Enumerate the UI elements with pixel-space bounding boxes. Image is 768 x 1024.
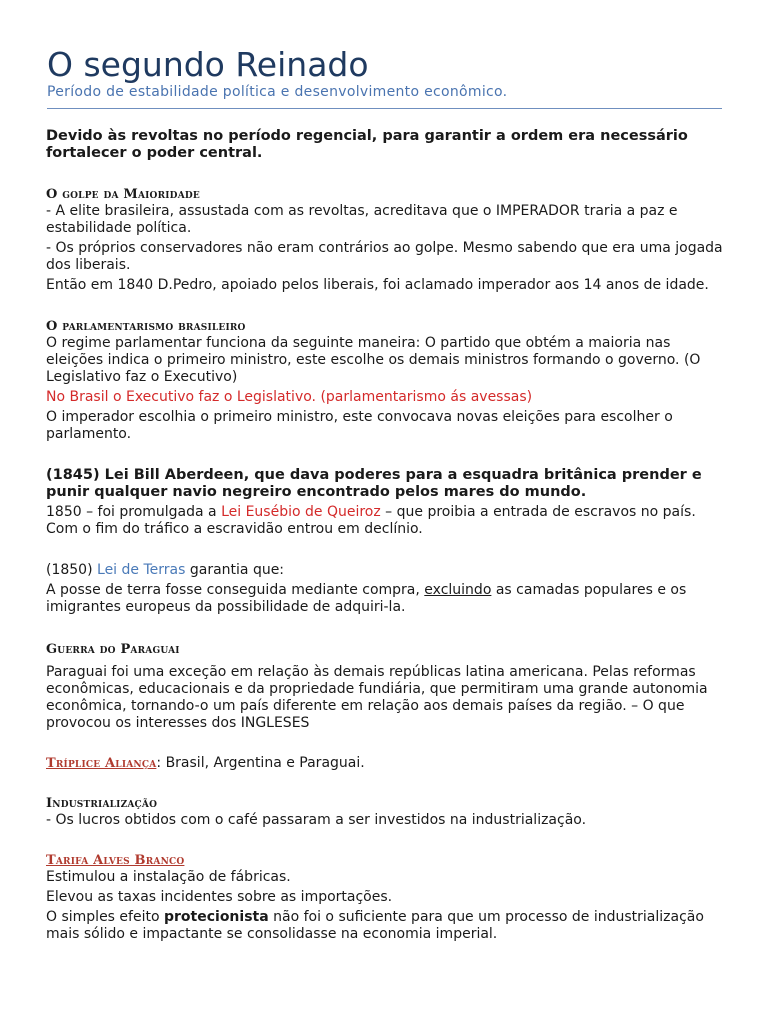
document-body	[46, 128, 726, 946]
tarifa-paragraph-1: Estimulou a instalação de fábricas.	[46, 869, 291, 885]
tarifa-text-post: não foi o suficiente para que um processo de industrialização mais sólido e impactante se consolidasse na economia imperial.	[46, 909, 704, 942]
heading-industrializacao: Industrialização	[46, 796, 158, 811]
intro-paragraph: Devido às revoltas no período regencial, para garantir a ordem era necessário fortalecer o poder central.	[46, 128, 688, 161]
parlamentarismo-paragraph-2: No Brasil o Executivo faz o Legislativo. (parlamentarismo ás avessas)	[46, 389, 533, 405]
triplice-label: Tríplice Aliança	[46, 756, 157, 771]
industrializacao-paragraph: - Os lucros obtidos com o café passaram a ser investidos na industrialização.	[46, 812, 587, 828]
eusebio-text-pre: 1850 – foi promulgada a	[46, 504, 222, 520]
terras-law-name: Lei de Terras	[97, 562, 186, 578]
tarifa-bold-word: protecionista	[163, 909, 269, 925]
tarifa-text-pre: O simples efeito	[46, 909, 164, 925]
parlamentarismo-paragraph-1: O regime parlamentar funciona da seguinte maneira: O partido que obtém a maioria nas eleições indica o primeiro ministro, este escolhe os demais ministros formando o governo. (O Legislativo faz o Executivo)	[46, 335, 701, 385]
eusebio-text-post: – que proibia a entrada de escravos no país. Com o fim do tráfico a escravidão entrou em declínio.	[46, 504, 696, 537]
terras-intro	[46, 562, 726, 579]
terras-year: (1850)	[46, 562, 98, 578]
terras-underlined-word: excluindo	[424, 582, 492, 598]
eusebio-paragraph	[46, 504, 726, 538]
heading-golpe: O golpe da Maioridade	[46, 187, 200, 202]
heading-paraguai: Guerra do Paraguai	[46, 642, 180, 657]
paraguai-paragraph: Paraguai foi uma exceção em relação às demais repúblicas latina americana. Pelas reformas econômicas, educacionais e da propriedade fundiária, que permitiram uma grande autonomia econômica, tornando-o um país diferente em relação aos demais países da região. – O que provocou os interesses dos INGLESES	[46, 664, 708, 731]
golpe-paragraph-3: Então em 1840 D.Pedro, apoiado pelos liberais, foi aclamado imperador aos 14 anos de idade.	[46, 277, 709, 293]
terras-paragraph	[46, 582, 726, 616]
page-title: O segundo Reinado	[47, 45, 369, 84]
parlamentarismo-paragraph-3: O imperador escolhia o primeiro ministro, este convocava novas eleições para escolher o parlamento.	[46, 409, 673, 442]
heading-parlamentarismo: O parlamentarismo brasileiro	[46, 319, 246, 334]
triplice-paragraph	[46, 755, 726, 772]
terras-text-end: as camadas populares e os imigrantes europeus da possibilidade de adquiri-la.	[46, 582, 687, 615]
golpe-paragraph-2: - Os próprios conservadores não eram contrários ao golpe. Mesmo sabendo que era uma jogada dos liberais.	[46, 240, 723, 273]
page-subtitle: Período de estabilidade política e desenvolvimento econômico.	[47, 84, 508, 100]
eusebio-law-name: Lei Eusébio de Queiroz	[221, 504, 381, 520]
heading-tarifa: Tarifa Alves Branco	[46, 853, 185, 868]
title-divider	[47, 108, 722, 109]
tarifa-paragraph-3	[46, 909, 726, 943]
tarifa-paragraph-2: Elevou as taxas incidentes sobre as importações.	[46, 889, 393, 905]
triplice-text: : Brasil, Argentina e Paraguai.	[156, 755, 365, 771]
golpe-paragraph-1: - A elite brasileira, assustada com as revoltas, acreditava que o IMPERADOR traria a paz e estabilidade política.	[46, 203, 678, 236]
terras-text-pre: A posse de terra fosse conseguida mediante compra,	[46, 582, 425, 598]
aberdeen-lead: (1845) Lei Bill Aberdeen, que dava poderes para a esquadra britânica prender e punir qualquer navio negreiro encontrado pelos mares do mundo.	[46, 467, 702, 500]
terras-text-post: garantia que:	[185, 562, 285, 578]
